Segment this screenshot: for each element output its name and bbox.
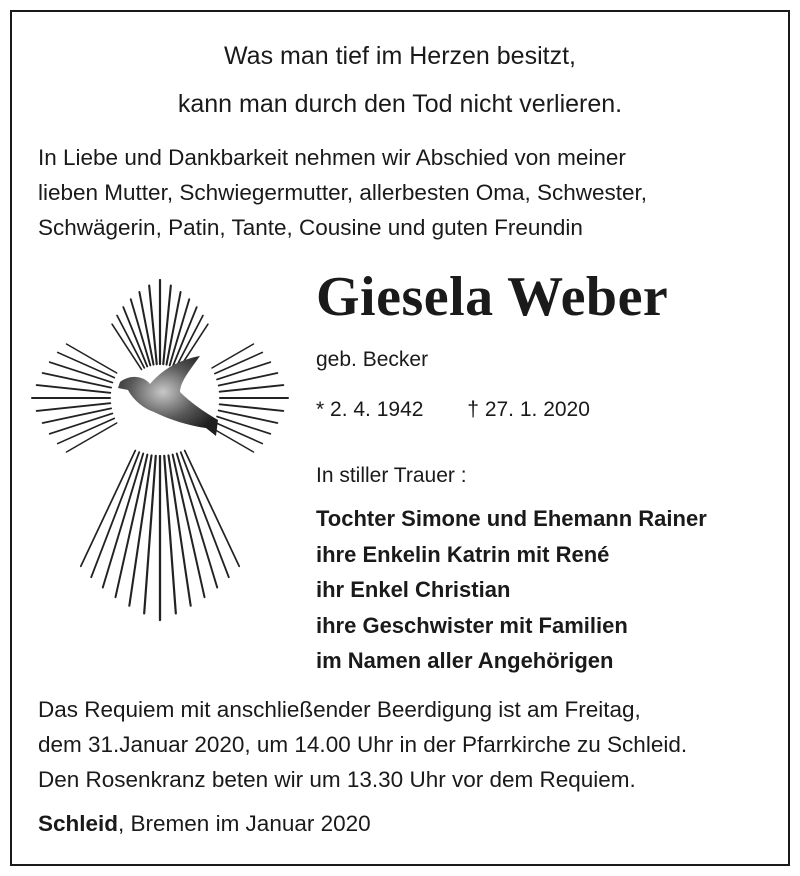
service-line: Das Requiem mit anschließender Beerdigung ist am Freitag, [38,697,641,722]
mourner-item: ihre Enkelin Katrin mit René [316,541,610,567]
ray-line [212,344,254,368]
mourners-list [316,501,707,679]
ray-line [219,410,278,422]
ray-line [66,423,116,452]
life-dates [316,394,590,426]
place-town: Schleid [38,811,119,836]
mourner-item: ihr Enkel Christian [316,577,511,602]
dove-cross-icon [30,270,290,630]
intro-text [38,140,768,245]
ray-line [115,455,147,597]
place-rest: , Bremen im Januar 2020 [118,811,371,836]
intro-line: Schwägerin, Patin, Tante, Cousine und guten Freundin [38,215,583,240]
ray-line [212,428,254,452]
mourning-label: In stiller Trauer : [316,464,467,487]
ray-line [164,456,176,614]
intro-line: In Liebe und Dankbarkeit nehmen wir Abschied von meiner [38,145,626,170]
ray-line [43,408,111,423]
death-cross-icon: † [467,398,479,421]
ray-line [66,344,116,373]
ray-line [181,452,229,577]
intro-line: lieben Mutter, Schwiegermutter, allerbesten Oma, Schwester, [38,180,648,205]
motto-line: Was man tief im Herzen besitzt, [224,42,576,70]
birth-name: geb. Becker [316,348,429,371]
ray-line [219,373,278,385]
ray-line [91,452,139,577]
place-date-line [38,808,371,840]
service-line: Den Rosenkranz beten wir um 13.30 Uhr vor dem Requiem. [38,767,636,792]
ray-line [220,404,284,411]
ray-line [173,455,205,597]
mourner-item: ihre Geschwister mit Familien [316,612,628,638]
ray-line [37,385,111,393]
service-line: dem 31.Januar 2020, um 14.00 Uhr in der Pfarrkirche zu Schleid. [38,732,688,757]
motto-verse [0,32,800,128]
mourner-item: im Namen aller Angehörigen [316,648,614,673]
ray-line [112,324,141,369]
ray-line [43,373,111,388]
ray-line [144,456,156,614]
death-date: 27. 1. 2020 [484,398,590,421]
ray-lines [32,280,288,620]
birth-star-icon: * [316,398,325,421]
ray-line [220,385,284,392]
birth-date: 2. 4. 1942 [330,398,424,421]
dove-shape [118,356,218,436]
mourner-item: Tochter Simone und Ehemann Rainer [316,506,707,531]
deceased-name: Giesela Weber [316,266,669,328]
motto-line: kann man durch den Tod nicht verlieren. [177,90,623,118]
ray-line [168,455,190,605]
ray-line [129,455,151,605]
service-info [38,692,768,797]
ray-line [37,403,111,411]
